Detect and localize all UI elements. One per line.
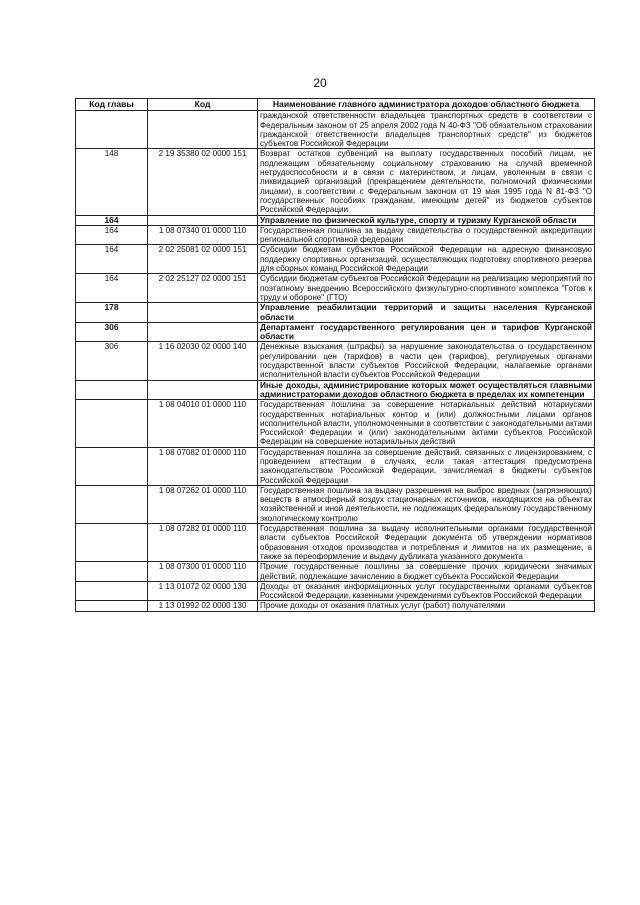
budget-code-cell: 1 08 07082 01 0000 110 (148, 447, 258, 485)
chapter-code-cell (76, 380, 148, 400)
table-row (76, 342, 595, 380)
table-row (76, 485, 595, 523)
administrator-name-cell: Доходы от оказания информационных услуг государственными органами субъектов Российской Федерации, казенными учреждениями субъектов Российской Федерации (258, 581, 595, 601)
administrator-name-cell: Государственная пошлина за совершение действий, связанных с лицензированием, с проведением аттестации в случаях, если такая аттестация предусмотрена законодательством Российской Федерации, зачисляемая в бюджеты субъектов Российской Федерации (258, 447, 595, 485)
chapter-code-cell (76, 601, 148, 611)
budget-code-cell: 1 08 07340 01 0000 110 (148, 225, 258, 245)
chapter-code-cell: 164 (76, 245, 148, 274)
header-administrator-name: Наименование главного администратора доходов областного бюджета (258, 99, 595, 111)
administrator-name-cell: Иные доходы, администрирование которых может осуществляться главными администраторами доходов областного бюджета в пределах их компетенции (258, 380, 595, 400)
chapter-code-cell (76, 400, 148, 447)
budget-code-cell: 1 08 07262 01 0000 110 (148, 485, 258, 523)
administrator-name-cell: Субсидии бюджетам субъектов Российской Федерации на реализацию мероприятий по поэтапному внедрению Всероссийского физкультурно-спортивного комплекса "Готов к труду и обороне" (ГТО) (258, 274, 595, 303)
chapter-code-cell (76, 562, 148, 582)
administrator-name-cell: Прочие доходы от оказания платных услуг (работ) получателями (258, 601, 595, 611)
header-code: Код (148, 99, 258, 111)
page-number: 20 (313, 76, 327, 90)
chapter-code-cell: 148 (76, 149, 148, 215)
budget-code-cell (148, 111, 258, 149)
budget-code-cell (148, 322, 258, 342)
chapter-code-cell (76, 111, 148, 149)
chapter-code-cell: 164 (76, 215, 148, 225)
administrator-name-cell: Департамент государственного регулирования цен и тарифов Курганской области (258, 322, 595, 342)
administrator-name-cell: гражданской ответственности владельцев транспортных средств в соответствии с Федеральным законом от 25 апреля 2002 года N 40-ФЗ "Об обязательном страховании гражданской ответственности владельцев транспортных средств" из бюджетов субъектов Российской Федерации (258, 111, 595, 149)
chapter-code-cell (76, 447, 148, 485)
administrator-name-cell: Возврат остатков субвенций на выплату государственных пособий лицам, не подлежащим обязательному социальному страхованию на случай временной нетрудоспособности и в связи с материнством, и лицам, уволенным в связи с ликвидацией организаций (прекращением деятельности, полномочий физическими лицами), в соответствии с Федеральным законом от 19 мая 1995 года N 81-ФЗ "О государственных пособиях гражданам, имеющим детей" из бюджетов субъектов Российской Федерации (258, 149, 595, 215)
budget-code-cell (148, 380, 258, 400)
table-row (76, 274, 595, 303)
budget-code-cell: 1 16 02030 02 0000 140 (148, 342, 258, 380)
budget-code-cell (148, 215, 258, 225)
chapter-code-cell: 164 (76, 225, 148, 245)
table-row (76, 322, 595, 342)
table-row (76, 215, 595, 225)
chapter-code-cell (76, 581, 148, 601)
budget-code-cell: 1 08 07282 01 0000 110 (148, 524, 258, 562)
table-row (76, 111, 595, 149)
administrator-name-cell: Государственная пошлина за выдачу свидетельства о государственной аккредитации региональной спортивной федерации (258, 225, 595, 245)
table-row (76, 225, 595, 245)
administrator-name-cell: Денежные взыскания (штрафы) за нарушение законодательства о государственном регулировании цен (тарифов) в части цен (тарифов), регулируемых органами государственной власти субъектов Российской Федерации, налагаемые органами исполнительной власти субъектов Российской Федерации (258, 342, 595, 380)
chapter-code-cell: 178 (76, 303, 148, 323)
table-row (76, 524, 595, 562)
table-row (76, 601, 595, 611)
administrator-name-cell: Государственная пошлина за совершение нотариальных действий нотариусами государственных нотариальных контор и (или) должностными лицами органов исполнительной власти, уполномоченными в соответствии с законодательными актами Российской Федерации и (или) законодательными актами субъектов Российской Федерации на совершение нотариальных действий (258, 400, 595, 447)
table-header-row (76, 99, 595, 111)
budget-code-cell: 2 02 25081 02 0000 151 (148, 245, 258, 274)
administrator-name-cell: Государственная пошлина за выдачу разрешения на выброс вредных (загрязняющих) веществ в атмосферный воздух стационарных источников, находящихся на объектах хозяйственной и иной деятельности, не подлежащих федеральному государственному экологическому контролю (258, 485, 595, 523)
chapter-code-cell: 164 (76, 274, 148, 303)
table-row (76, 581, 595, 601)
administrator-name-cell: Управление по физической культуре, спорту и туризму Курганской области (258, 215, 595, 225)
budget-code-cell: 1 13 01992 02 0000 130 (148, 601, 258, 611)
table-row (76, 400, 595, 447)
budget-code-cell (148, 303, 258, 323)
administrator-name-cell: Прочие государственные пошлины за совершение прочих юридически значимых действий, подлежащие зачислению в бюджет субъекта Российской Федерации (258, 562, 595, 582)
table-body (76, 111, 595, 611)
table-row (76, 447, 595, 485)
table-row (76, 562, 595, 582)
chapter-code-cell (76, 485, 148, 523)
table-row (76, 303, 595, 323)
chapter-code-cell: 306 (76, 322, 148, 342)
chapter-code-cell (76, 524, 148, 562)
administrator-name-cell: Государственная пошлина за выдачу исполнительными органами государственной власти субъектов Российской Федерации документа об утверждении нормативов образования отходов производства и потребления и лимитов на их размещение, а также за переоформление и выдачу дубликата указанного документа (258, 524, 595, 562)
budget-code-cell: 1 13 01072 02 0000 130 (148, 581, 258, 601)
chapter-code-cell: 306 (76, 342, 148, 380)
table-row (76, 245, 595, 274)
table-row (76, 380, 595, 400)
budget-code-cell: 2 02 25127 02 0000 151 (148, 274, 258, 303)
budget-code-cell: 1 08 04010 01 0000 110 (148, 400, 258, 447)
revenue-administrators-table (75, 98, 595, 612)
administrator-name-cell: Управление реабилитации территорий и защиты населения Курганской области (258, 303, 595, 323)
header-chapter-code: Код главы (76, 99, 148, 111)
table-row (76, 149, 595, 215)
administrator-name-cell: Субсидии бюджетам субъектов Российской Федерации на адресную финансовую поддержку спортивных организаций, осуществляющих подготовку спортивного резерва для сборных команд Российской Федерации (258, 245, 595, 274)
budget-code-cell: 1 08 07300 01 0000 110 (148, 562, 258, 582)
budget-code-cell: 2 19 35380 02 0000 151 (148, 149, 258, 215)
